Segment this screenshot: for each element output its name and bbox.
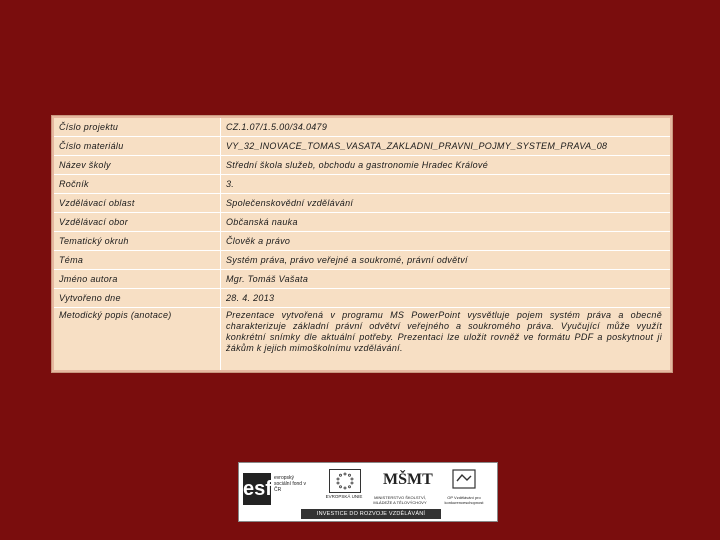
project-info-table — [52, 116, 672, 372]
table-row — [53, 213, 671, 232]
op-symbol-icon — [449, 467, 479, 491]
row-value: 3. — [221, 175, 672, 194]
eu-flag-icon — [329, 469, 361, 493]
table-row — [53, 194, 671, 213]
msmt-mark: MŠMT — [383, 471, 433, 488]
table-row — [53, 251, 671, 270]
table-row — [53, 137, 671, 156]
table-row — [53, 175, 671, 194]
table-row — [53, 289, 671, 308]
row-value: Prezentace vytvořená v programu MS PowerPoint vysvětluje pojem systém práva a obecně charakterizuje základní právní odvětví veřejného a soukromého práva. Vyučující může využít konkrétní snímky dle aktuální potřeby. Prezentaci lze uložit rovněž ve formátu PDF a poskytnout ji žákům k jejich mimoškolnímu vzdělávání. — [221, 308, 672, 372]
row-value: Občanská nauka — [221, 213, 672, 232]
row-label: Vzdělávací obor — [53, 213, 221, 232]
table-row — [53, 308, 671, 372]
row-label: Metodický popis (anotace) — [53, 308, 221, 372]
row-label: Ročník — [53, 175, 221, 194]
funding-logos-banner — [238, 462, 498, 522]
row-value: Člověk a právo — [221, 232, 672, 251]
row-label: Vytvořeno dne — [53, 289, 221, 308]
row-label: Vzdělávací oblast — [53, 194, 221, 213]
table-row — [53, 232, 671, 251]
row-value: Společenskovědní vzdělávání — [221, 194, 672, 213]
table-row — [53, 270, 671, 289]
row-label: Jméno autora — [53, 270, 221, 289]
row-label: Tematický okruh — [53, 232, 221, 251]
row-value: VY_32_INOVACE_TOMAS_VASATA_ZAKLADNI_PRAVNI_POJMY_SYSTEM_PRAVA_08 — [221, 137, 672, 156]
row-label: Téma — [53, 251, 221, 270]
table-row — [53, 156, 671, 175]
row-value: 28. 4. 2013 — [221, 289, 672, 308]
msmt-logo — [373, 467, 433, 511]
table-row — [53, 117, 671, 137]
row-label: Název školy — [53, 156, 221, 175]
esf-logo — [243, 467, 307, 507]
esf-text: evropský sociální fond v ČR — [274, 475, 306, 493]
msmt-text: MINISTERSTVO ŠKOLSTVÍ, MLÁDEŽE A TĚLOVÝCHOVY — [373, 495, 427, 505]
row-label: Číslo materiálu — [53, 137, 221, 156]
row-value: Střední škola služeb, obchodu a gastronomie Hradec Králové — [221, 156, 672, 175]
row-label: Číslo projektu — [53, 117, 221, 137]
row-value: CZ.1.07/1.5.00/34.0479 — [221, 117, 672, 137]
investment-strip: INVESTICE DO ROZVOJE VZDĚLÁVÁNÍ — [301, 509, 441, 519]
esf-mark: esf — [243, 473, 271, 505]
eu-logo — [321, 467, 367, 507]
row-value: Mgr. Tomáš Vašata — [221, 270, 672, 289]
op-logo — [435, 467, 493, 511]
row-value: Systém práva, právo veřejné a soukromé, právní odvětví — [221, 251, 672, 270]
eu-text: EVROPSKÁ UNIE — [325, 494, 363, 499]
op-text: OP Vzdělávání pro konkurenceschopnost — [444, 495, 484, 505]
